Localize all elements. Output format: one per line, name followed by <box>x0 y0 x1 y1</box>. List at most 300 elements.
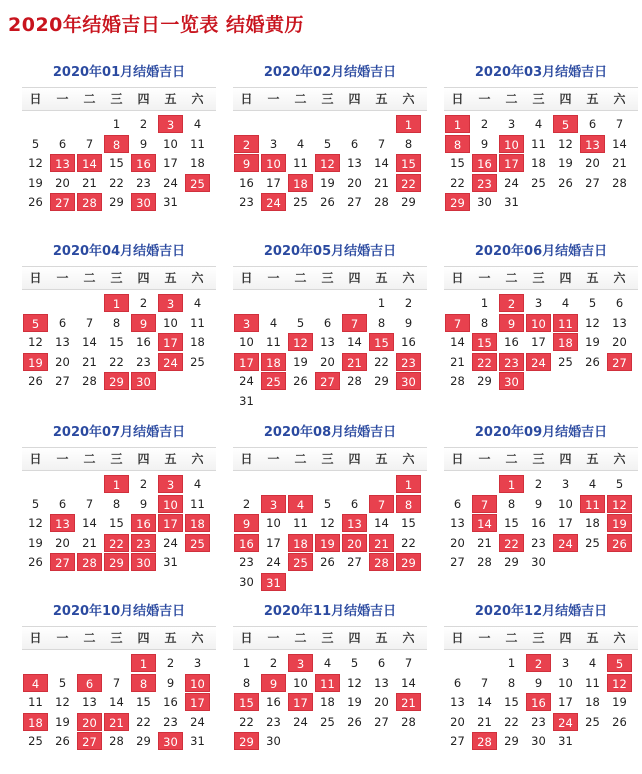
lucky-day: 14 <box>77 154 102 172</box>
weekday-label: 日 <box>240 271 253 285</box>
weekday-label: 六 <box>402 631 415 645</box>
day-cell: 3 <box>507 117 516 131</box>
day-cell: 16 <box>136 335 151 349</box>
lucky-day: 15 <box>396 154 421 172</box>
day-cell: 14 <box>82 516 97 530</box>
weekday-header <box>233 626 427 650</box>
weekday-label: 四 <box>559 271 572 285</box>
lucky-day: 30 <box>158 732 183 750</box>
lucky-day: 25 <box>185 174 210 192</box>
day-cell: 16 <box>531 516 546 530</box>
lucky-day: 22 <box>499 534 524 552</box>
month-title: 2020年03月结婚吉日 <box>474 65 608 80</box>
day-cell: 16 <box>504 335 519 349</box>
weekday-label: 日 <box>451 271 464 285</box>
lucky-day: 18 <box>23 713 48 731</box>
day-cell: 12 <box>585 315 600 330</box>
weekday-label: 三 <box>321 452 334 466</box>
day-cell: 4 <box>296 136 305 151</box>
day-cell: 14 <box>374 156 389 170</box>
weekday-label: 一 <box>267 92 280 106</box>
weekday-label: 二 <box>505 271 518 285</box>
day-cell: 12 <box>28 516 43 530</box>
weekday-header <box>444 626 638 650</box>
lucky-day: 2 <box>499 294 524 312</box>
lucky-day: 27 <box>50 553 75 571</box>
day-cell: 7 <box>377 136 386 151</box>
day-cell: 21 <box>374 175 389 190</box>
weekday-label: 三 <box>110 631 123 645</box>
day-cell: 17 <box>558 695 573 709</box>
lucky-day: 4 <box>23 674 48 692</box>
lucky-day: 27 <box>607 353 632 371</box>
weekday-label: 五 <box>375 271 388 285</box>
day-cell: 9 <box>166 675 175 690</box>
weekday-label: 日 <box>29 271 42 285</box>
weekday-label: 五 <box>375 631 388 645</box>
day-cell: 21 <box>477 714 492 729</box>
day-cell: 26 <box>293 374 308 388</box>
lucky-day: 21 <box>369 534 394 552</box>
day-cell: 3 <box>561 656 570 670</box>
day-cell: 5 <box>350 656 359 670</box>
day-cell: 31 <box>190 734 205 748</box>
day-cell: 29 <box>401 195 416 209</box>
day-cell: 29 <box>477 374 492 388</box>
day-cell: 26 <box>28 555 43 569</box>
weekday-label: 日 <box>29 452 42 466</box>
day-cell: 11 <box>190 496 205 511</box>
lucky-day: 11 <box>315 674 340 692</box>
weekday-header <box>444 266 638 290</box>
day-cell: 31 <box>239 393 254 408</box>
month-title: 2020年10月结婚吉日 <box>52 604 186 619</box>
day-cell: 16 <box>239 175 254 190</box>
day-cell: 28 <box>374 195 389 209</box>
day-cell: 21 <box>477 535 492 550</box>
day-cell: 21 <box>82 354 97 369</box>
day-cell: 7 <box>404 656 413 670</box>
lucky-day: 9 <box>499 314 524 332</box>
lucky-day: 15 <box>234 693 259 711</box>
month-title: 2020年04月结婚吉日 <box>52 244 186 259</box>
day-cell: 10 <box>293 675 308 690</box>
day-cell: 2 <box>534 477 543 491</box>
weekday-label: 五 <box>586 452 599 466</box>
month-calendar <box>233 423 427 595</box>
day-cell: 21 <box>82 535 97 550</box>
day-cell: 26 <box>612 714 627 729</box>
month-calendar <box>444 602 638 774</box>
weekday-label: 二 <box>83 452 96 466</box>
day-cell: 30 <box>531 734 546 748</box>
day-cell: 6 <box>350 496 359 511</box>
weekday-label: 二 <box>83 271 96 285</box>
weekday-label: 四 <box>348 631 361 645</box>
lucky-day: 17 <box>288 693 313 711</box>
day-cell: 29 <box>374 374 389 388</box>
day-cell: 7 <box>615 117 624 131</box>
day-cell: 5 <box>323 496 332 511</box>
lucky-day: 20 <box>342 534 367 552</box>
day-cell: 17 <box>531 335 546 349</box>
day-cell: 30 <box>477 195 492 209</box>
weekday-label: 日 <box>240 452 253 466</box>
day-cell: 18 <box>190 156 205 170</box>
day-cell: 19 <box>585 335 600 349</box>
lucky-day: 23 <box>131 534 156 552</box>
day-cell: 13 <box>55 335 70 349</box>
day-grid <box>233 475 427 595</box>
weekday-label: 五 <box>164 452 177 466</box>
weekday-header <box>22 266 216 290</box>
day-cell: 8 <box>112 496 121 511</box>
day-cell: 21 <box>450 354 465 369</box>
lucky-day: 17 <box>158 333 183 351</box>
day-cell: 26 <box>320 555 335 569</box>
day-grid <box>22 654 216 774</box>
day-cell: 12 <box>347 675 362 690</box>
day-cell: 30 <box>531 555 546 569</box>
day-cell: 28 <box>401 714 416 729</box>
day-cell: 20 <box>55 535 70 550</box>
weekday-label: 四 <box>137 271 150 285</box>
day-grid <box>233 115 427 235</box>
day-cell: 3 <box>269 136 278 151</box>
lucky-day: 17 <box>185 693 210 711</box>
day-cell: 4 <box>588 477 597 491</box>
day-cell: 22 <box>374 354 389 369</box>
lucky-day: 18 <box>185 514 210 532</box>
month-title: 2020年11月结婚吉日 <box>263 604 397 619</box>
day-cell: 27 <box>450 734 465 748</box>
day-cell: 19 <box>28 535 43 550</box>
day-cell: 14 <box>401 675 416 690</box>
weekday-label: 六 <box>613 452 626 466</box>
lucky-day: 12 <box>607 495 632 513</box>
day-cell: 24 <box>504 175 519 190</box>
lucky-day: 18 <box>288 174 313 192</box>
month-calendar <box>233 602 427 774</box>
lucky-day: 29 <box>396 553 421 571</box>
weekday-header <box>22 447 216 471</box>
lucky-day: 5 <box>607 654 632 672</box>
day-cell: 5 <box>58 675 67 690</box>
day-cell: 21 <box>612 156 627 170</box>
day-cell: 7 <box>85 315 94 330</box>
day-cell: 2 <box>242 496 251 511</box>
day-cell: 28 <box>612 175 627 190</box>
lucky-day: 24 <box>553 713 578 731</box>
weekday-label: 一 <box>56 631 69 645</box>
lucky-day: 13 <box>342 514 367 532</box>
lucky-day: 18 <box>261 353 286 371</box>
day-cell: 26 <box>320 195 335 209</box>
lucky-day: 15 <box>369 333 394 351</box>
day-cell: 20 <box>320 354 335 369</box>
day-grid <box>22 294 216 414</box>
lucky-day: 28 <box>369 553 394 571</box>
day-cell: 22 <box>401 535 416 550</box>
weekday-header <box>444 447 638 471</box>
day-cell: 24 <box>190 714 205 729</box>
day-cell: 26 <box>347 714 362 729</box>
weekday-label: 二 <box>294 452 307 466</box>
weekday-header <box>233 447 427 471</box>
month-calendar <box>444 242 638 414</box>
lucky-day: 3 <box>158 294 183 312</box>
lucky-day: 16 <box>526 693 551 711</box>
weekday-label: 五 <box>164 271 177 285</box>
month-calendar <box>444 63 638 235</box>
day-cell: 2 <box>269 656 278 670</box>
lucky-day: 14 <box>472 514 497 532</box>
day-grid <box>233 294 427 414</box>
lucky-day: 22 <box>472 353 497 371</box>
weekday-label: 五 <box>586 631 599 645</box>
weekday-label: 二 <box>294 92 307 106</box>
day-cell: 28 <box>477 555 492 569</box>
month-title: 2020年01月结婚吉日 <box>52 65 186 80</box>
month-title: 2020年02月结婚吉日 <box>263 65 397 80</box>
lucky-day: 25 <box>185 534 210 552</box>
day-cell: 12 <box>55 695 70 709</box>
day-cell: 13 <box>450 516 465 530</box>
day-cell: 20 <box>55 354 70 369</box>
weekday-label: 二 <box>294 631 307 645</box>
lucky-day: 1 <box>499 475 524 493</box>
day-cell: 29 <box>504 734 519 748</box>
lucky-day: 8 <box>104 135 129 153</box>
day-cell: 8 <box>507 496 516 511</box>
day-cell: 2 <box>404 296 413 310</box>
day-cell: 4 <box>193 477 202 491</box>
day-cell: 22 <box>136 714 151 729</box>
day-cell: 12 <box>28 335 43 349</box>
lucky-day: 9 <box>131 314 156 332</box>
lucky-day: 9 <box>234 154 259 172</box>
day-cell: 17 <box>558 516 573 530</box>
day-cell: 9 <box>404 315 413 330</box>
day-cell: 9 <box>139 496 148 511</box>
day-cell: 8 <box>404 136 413 151</box>
weekday-header <box>233 87 427 111</box>
lucky-day: 2 <box>234 135 259 153</box>
day-cell: 28 <box>450 374 465 388</box>
day-cell: 24 <box>163 175 178 190</box>
lucky-day: 10 <box>185 674 210 692</box>
day-cell: 11 <box>293 516 308 530</box>
day-cell: 23 <box>239 555 254 569</box>
day-cell: 16 <box>401 335 416 349</box>
weekday-label: 二 <box>505 92 518 106</box>
lucky-day: 3 <box>234 314 259 332</box>
day-cell: 23 <box>239 195 254 209</box>
day-cell: 20 <box>585 156 600 170</box>
day-cell: 3 <box>561 477 570 491</box>
lucky-day: 8 <box>396 495 421 513</box>
day-cell: 23 <box>266 714 281 729</box>
day-cell: 11 <box>190 136 205 151</box>
weekday-label: 六 <box>191 92 204 106</box>
day-cell: 4 <box>269 315 278 330</box>
day-cell: 6 <box>377 656 386 670</box>
day-cell: 27 <box>55 374 70 388</box>
lucky-day: 13 <box>50 154 75 172</box>
day-cell: 2 <box>166 656 175 670</box>
day-cell: 1 <box>377 296 386 310</box>
lucky-day: 18 <box>553 333 578 351</box>
day-cell: 8 <box>112 315 121 330</box>
month-calendar <box>233 242 427 414</box>
lucky-day: 13 <box>580 135 605 153</box>
month-title: 2020年12月结婚吉日 <box>474 604 608 619</box>
day-cell: 6 <box>350 136 359 151</box>
weekday-label: 六 <box>402 92 415 106</box>
lucky-day: 16 <box>234 534 259 552</box>
day-cell: 22 <box>450 175 465 190</box>
day-cell: 11 <box>266 335 281 349</box>
month-calendar <box>444 423 638 595</box>
lucky-day: 13 <box>50 514 75 532</box>
weekday-label: 三 <box>110 271 123 285</box>
day-cell: 21 <box>82 175 97 190</box>
lucky-day: 7 <box>369 495 394 513</box>
day-cell: 10 <box>558 496 573 511</box>
lucky-day: 16 <box>131 514 156 532</box>
day-grid <box>444 115 638 235</box>
day-cell: 14 <box>109 695 124 709</box>
lucky-day: 23 <box>499 353 524 371</box>
day-cell: 6 <box>58 136 67 151</box>
weekday-header <box>22 626 216 650</box>
lucky-day: 28 <box>77 553 102 571</box>
day-cell: 4 <box>561 296 570 310</box>
day-cell: 19 <box>320 175 335 190</box>
weekday-header <box>22 87 216 111</box>
day-cell: 12 <box>28 156 43 170</box>
day-cell: 7 <box>480 675 489 690</box>
weekday-label: 日 <box>451 92 464 106</box>
day-cell: 3 <box>193 656 202 670</box>
weekday-label: 四 <box>348 271 361 285</box>
day-grid <box>22 475 216 595</box>
day-cell: 11 <box>28 695 43 709</box>
weekday-label: 六 <box>191 452 204 466</box>
day-cell: 1 <box>242 656 251 670</box>
weekday-label: 一 <box>478 631 491 645</box>
day-cell: 5 <box>296 315 305 330</box>
day-cell: 29 <box>504 555 519 569</box>
lucky-day: 18 <box>288 534 313 552</box>
day-cell: 6 <box>453 675 462 690</box>
day-cell: 26 <box>558 175 573 190</box>
day-cell: 14 <box>374 516 389 530</box>
day-cell: 5 <box>323 136 332 151</box>
weekday-label: 六 <box>191 271 204 285</box>
day-cell: 4 <box>323 656 332 670</box>
day-cell: 10 <box>163 315 178 330</box>
day-cell: 18 <box>585 516 600 530</box>
day-cell: 20 <box>347 175 362 190</box>
day-cell: 6 <box>453 496 462 511</box>
day-cell: 13 <box>347 156 362 170</box>
day-cell: 13 <box>320 335 335 349</box>
day-cell: 5 <box>615 477 624 491</box>
day-cell: 26 <box>585 354 600 369</box>
day-cell: 15 <box>504 516 519 530</box>
day-cell: 4 <box>193 296 202 310</box>
weekday-label: 五 <box>375 92 388 106</box>
month-calendar <box>233 63 427 235</box>
lucky-day: 1 <box>104 294 129 312</box>
day-cell: 25 <box>28 734 43 748</box>
weekday-label: 三 <box>532 92 545 106</box>
day-cell: 23 <box>163 714 178 729</box>
lucky-day: 21 <box>396 693 421 711</box>
day-cell: 11 <box>585 675 600 690</box>
day-cell: 14 <box>612 136 627 151</box>
month-calendar <box>22 423 216 595</box>
day-cell: 16 <box>266 695 281 709</box>
lucky-day: 21 <box>104 713 129 731</box>
weekday-label: 六 <box>613 631 626 645</box>
day-cell: 20 <box>450 535 465 550</box>
lucky-day: 1 <box>445 115 470 133</box>
lucky-day: 1 <box>396 115 421 133</box>
lucky-day: 19 <box>607 514 632 532</box>
day-cell: 9 <box>534 496 543 511</box>
weekday-label: 五 <box>586 92 599 106</box>
weekday-header <box>444 87 638 111</box>
lucky-day: 29 <box>104 553 129 571</box>
lucky-day: 27 <box>77 732 102 750</box>
weekday-label: 三 <box>321 271 334 285</box>
lucky-day: 25 <box>288 553 313 571</box>
day-cell: 12 <box>558 136 573 151</box>
day-cell: 24 <box>163 535 178 550</box>
weekday-label: 一 <box>478 92 491 106</box>
day-cell: 31 <box>558 734 573 748</box>
day-cell: 28 <box>82 374 97 388</box>
lucky-day: 28 <box>77 193 102 211</box>
day-cell: 25 <box>320 714 335 729</box>
weekday-label: 六 <box>402 452 415 466</box>
weekday-label: 日 <box>451 452 464 466</box>
day-cell: 8 <box>507 675 516 690</box>
lucky-day: 12 <box>288 333 313 351</box>
day-cell: 15 <box>450 156 465 170</box>
day-cell: 15 <box>136 695 151 709</box>
day-cell: 27 <box>347 555 362 569</box>
weekday-label: 四 <box>559 631 572 645</box>
weekday-label: 日 <box>29 92 42 106</box>
lucky-day: 24 <box>158 353 183 371</box>
day-cell: 15 <box>109 335 124 349</box>
day-cell: 20 <box>55 175 70 190</box>
day-cell: 24 <box>293 714 308 729</box>
day-cell: 9 <box>139 136 148 151</box>
lucky-day: 30 <box>131 193 156 211</box>
lucky-day: 11 <box>580 495 605 513</box>
weekday-label: 五 <box>164 92 177 106</box>
day-cell: 22 <box>504 714 519 729</box>
day-cell: 18 <box>585 695 600 709</box>
day-cell: 17 <box>266 535 281 550</box>
day-cell: 27 <box>585 175 600 190</box>
day-cell: 23 <box>531 714 546 729</box>
weekday-label: 一 <box>267 452 280 466</box>
